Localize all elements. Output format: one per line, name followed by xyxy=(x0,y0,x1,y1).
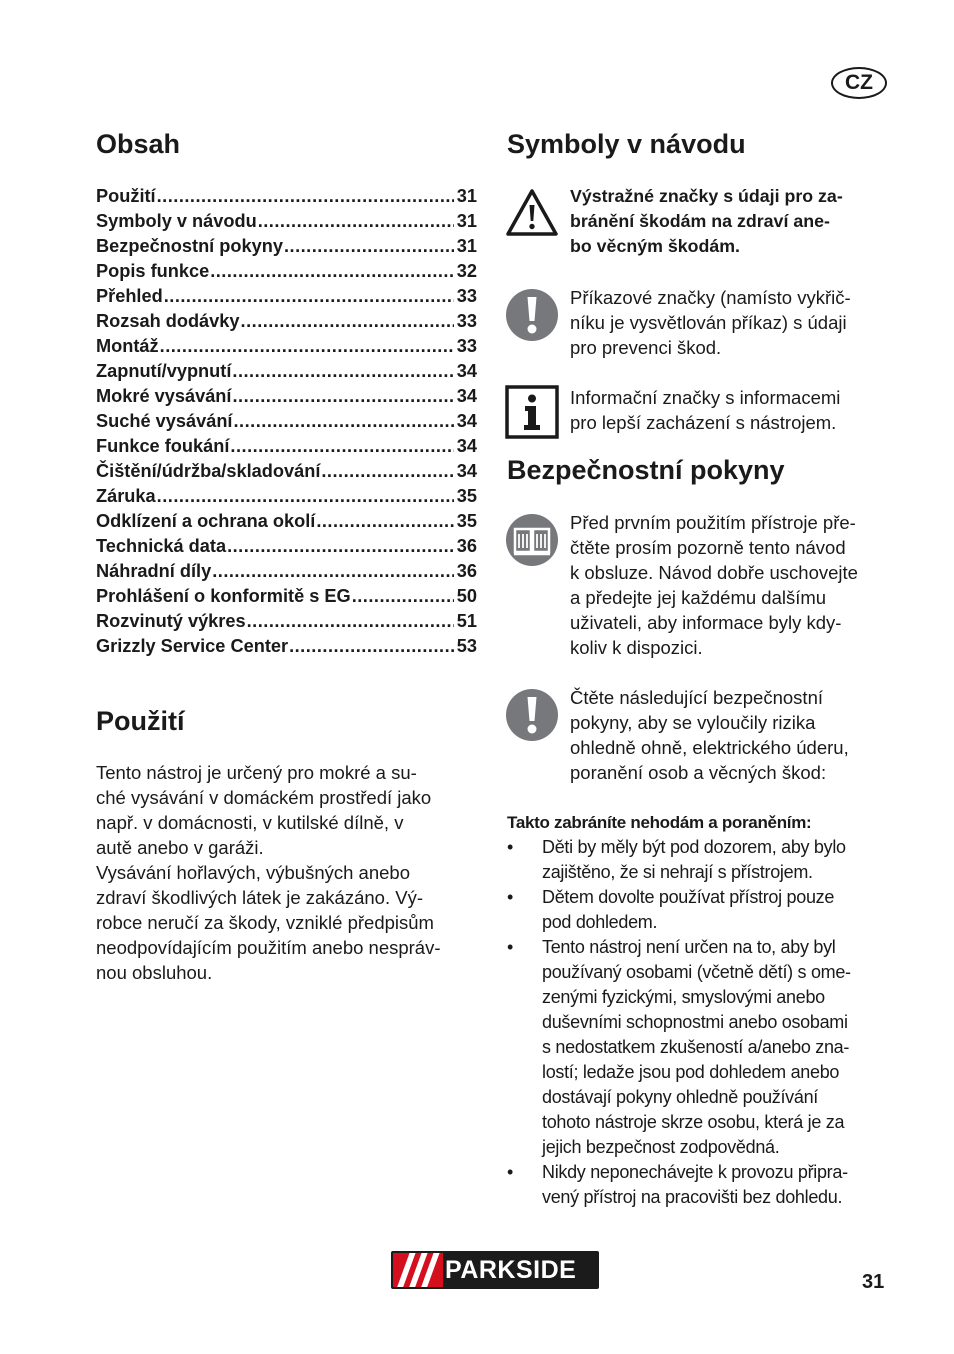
warning-symbol-text: Výstražné značky s údaji pro za- bránění škodám na zdraví ane- bo věcným škodám. xyxy=(570,186,843,256)
toc-entry-page: 51 xyxy=(456,611,477,631)
toc-entry xyxy=(96,459,477,484)
toc-entry xyxy=(96,234,477,259)
toc-entry xyxy=(96,334,477,359)
use-paragraph: Tento nástroj je určený pro mokré a su- ché vysávání v domáckém prostředí jako např. v domácnosti, v kutilské dílně, v autě anebo v garáži. Vysávání hořlavých, výbušných anebo zdraví škodlivých látek je zakázáno. Vý- robce neručí za škody, vzniklé předpisům neodpovídajícím použitím anebo nespráv- nou obsluhou. xyxy=(96,762,441,983)
toc-entry xyxy=(96,359,477,384)
list-item: • Nikdy neponechávejte k provozu připra- vený přístroj na pracovišti bez dohledu. xyxy=(507,1160,897,1210)
safety-subheading: Takto zabráníte nehodám a poraněním: xyxy=(507,813,812,832)
toc-leader-dots xyxy=(210,259,454,284)
toc-entry-title: Zapnutí/vypnutí xyxy=(96,361,232,381)
list-item: • Tento nástroj není určen na to, aby byl používaný osobami (včetně dětí) s ome- zenými fyzickými, smyslovými anebo duševními schopnostmi anebo osobami s nedostatkem zkušeností a/anebo zna- lostí; ledaže jsou pod dohledem anebo dostávají pokyny ohledně používání tohoto nástroje skrze osobu, která je za jejich bezpečnost zodpovědná. xyxy=(507,935,897,1160)
info-symbol-text: Informační značky s informacemi pro lepší zacházení s nástrojem. xyxy=(570,387,841,433)
list-item: • Děti by měly být pod dozorem, aby bylo zajištěno, že si nehrají s přístrojem. xyxy=(507,835,897,885)
page-number: 31 xyxy=(862,1271,885,1293)
info-icon xyxy=(505,385,559,439)
list-item: • Dětem dovolte používat přístroj pouze pod dohledem. xyxy=(507,885,897,935)
toc-entry-page: 33 xyxy=(456,311,477,331)
read-manual-text: Před prvním použitím přístroje pře- čtěte prosím pozorně tento návod k obsluze. Návod dobře uschovejte a předejte jej každému dalšímu uživateli, aby informace byly kdy- koliv k dispozici. xyxy=(570,512,858,658)
brand-name: PARKSIDE xyxy=(445,1256,577,1284)
toc-leader-dots xyxy=(230,434,453,459)
toc-entry-title: Bezpečnostní pokyny xyxy=(96,236,283,256)
parkside-logo xyxy=(391,1251,599,1289)
toc-entry-title: Záruka xyxy=(96,486,156,506)
toc-entry-page: 33 xyxy=(456,286,477,306)
toc-entry-title: Popis funkce xyxy=(96,261,210,281)
toc-entry-title: Přehled xyxy=(96,286,163,306)
toc-leader-dots xyxy=(157,184,454,209)
toc-leader-dots xyxy=(247,609,454,634)
toc-entry xyxy=(96,184,477,209)
toc-leader-dots xyxy=(157,484,454,509)
toc-entry xyxy=(96,484,477,509)
toc-leader-dots xyxy=(232,359,453,384)
table-of-contents xyxy=(96,184,477,659)
toc-entry-page: 31 xyxy=(456,236,477,256)
toc-entry-page: 33 xyxy=(456,336,477,356)
logo-slashes xyxy=(393,1253,443,1287)
read-following-text: Čtěte následující bezpečnostní pokyny, aby se vyloučily rizika ohledně ohně, elektrického úderu, poranění osob a věcných škod: xyxy=(570,687,849,783)
use-heading: Použití xyxy=(96,706,185,736)
toc-entry xyxy=(96,209,477,234)
toc-entry-page: 35 xyxy=(456,486,477,506)
toc-entry-page: 36 xyxy=(456,561,477,581)
toc-leader-dots xyxy=(352,584,454,609)
command-symbol-text: Příkazové značky (namísto vykřič- níku je vysvětlován příkaz) s údaji pro prevenci škod. xyxy=(570,287,851,358)
toc-entry xyxy=(96,634,477,659)
toc-entry xyxy=(96,559,477,584)
toc-entry-title: Grizzly Service Center xyxy=(96,636,289,656)
read-manual-icon xyxy=(505,513,559,567)
toc-entry-page: 34 xyxy=(456,461,477,481)
toc-entry-title: Použití xyxy=(96,186,156,206)
toc-leader-dots xyxy=(284,234,454,259)
toc-entry xyxy=(96,284,477,309)
toc-entry-title: Prohlášení o konformitě s EG xyxy=(96,586,351,606)
toc-entry-title: Náhradní díly xyxy=(96,561,212,581)
toc-entry-title: Rozsah dodávky xyxy=(96,311,240,331)
toc-entry-page: 50 xyxy=(456,586,477,606)
toc-entry-page: 31 xyxy=(456,186,477,206)
toc-leader-dots xyxy=(160,334,454,359)
toc-entry-title: Technická data xyxy=(96,536,227,556)
toc-heading: Obsah xyxy=(96,129,181,159)
safety-bullet-list xyxy=(507,835,897,1210)
warning-triangle-icon xyxy=(505,186,559,240)
toc-entry-page: 34 xyxy=(456,361,477,381)
toc-entry xyxy=(96,434,477,459)
language-badge: CZ xyxy=(831,67,887,99)
toc-entry-page: 32 xyxy=(456,261,477,281)
command-exclamation-icon xyxy=(505,288,559,342)
symbols-heading: Symboly v návodu xyxy=(507,129,746,159)
toc-entry xyxy=(96,309,477,334)
toc-entry-page: 35 xyxy=(456,511,477,531)
toc-entry-page: 34 xyxy=(456,436,477,456)
toc-leader-dots xyxy=(316,509,453,534)
toc-entry-page: 31 xyxy=(456,211,477,231)
toc-entry xyxy=(96,259,477,284)
command-exclamation-icon xyxy=(505,688,559,742)
toc-leader-dots xyxy=(227,534,454,559)
toc-entry-title: Rozvinutý výkres xyxy=(96,611,246,631)
toc-entry-title: Funkce foukání xyxy=(96,436,230,456)
toc-entry-page: 53 xyxy=(456,636,477,656)
toc-entry-title: Mokré vysávání xyxy=(96,386,232,406)
toc-entry xyxy=(96,384,477,409)
toc-entry-title: Symboly v návodu xyxy=(96,211,257,231)
toc-entry-page: 34 xyxy=(456,386,477,406)
toc-entry-title: Čištění/údržba/skladování xyxy=(96,461,321,481)
toc-leader-dots xyxy=(164,284,454,309)
toc-leader-dots xyxy=(241,309,454,334)
toc-entry xyxy=(96,534,477,559)
toc-entry-title: Montáž xyxy=(96,336,159,356)
safety-heading: Bezpečnostní pokyny xyxy=(507,455,785,485)
toc-entry xyxy=(96,609,477,634)
toc-leader-dots xyxy=(234,409,454,434)
toc-entry-title: Odklízení a ochrana okolí xyxy=(96,511,316,531)
toc-entry-page: 36 xyxy=(456,536,477,556)
toc-entry xyxy=(96,409,477,434)
toc-leader-dots xyxy=(321,459,453,484)
toc-entry-title: Suché vysávání xyxy=(96,411,233,431)
toc-leader-dots xyxy=(289,634,454,659)
toc-leader-dots xyxy=(212,559,454,584)
toc-leader-dots xyxy=(258,209,454,234)
toc-leader-dots xyxy=(232,384,453,409)
toc-entry xyxy=(96,509,477,534)
toc-entry xyxy=(96,584,477,609)
toc-entry-page: 34 xyxy=(456,411,477,431)
